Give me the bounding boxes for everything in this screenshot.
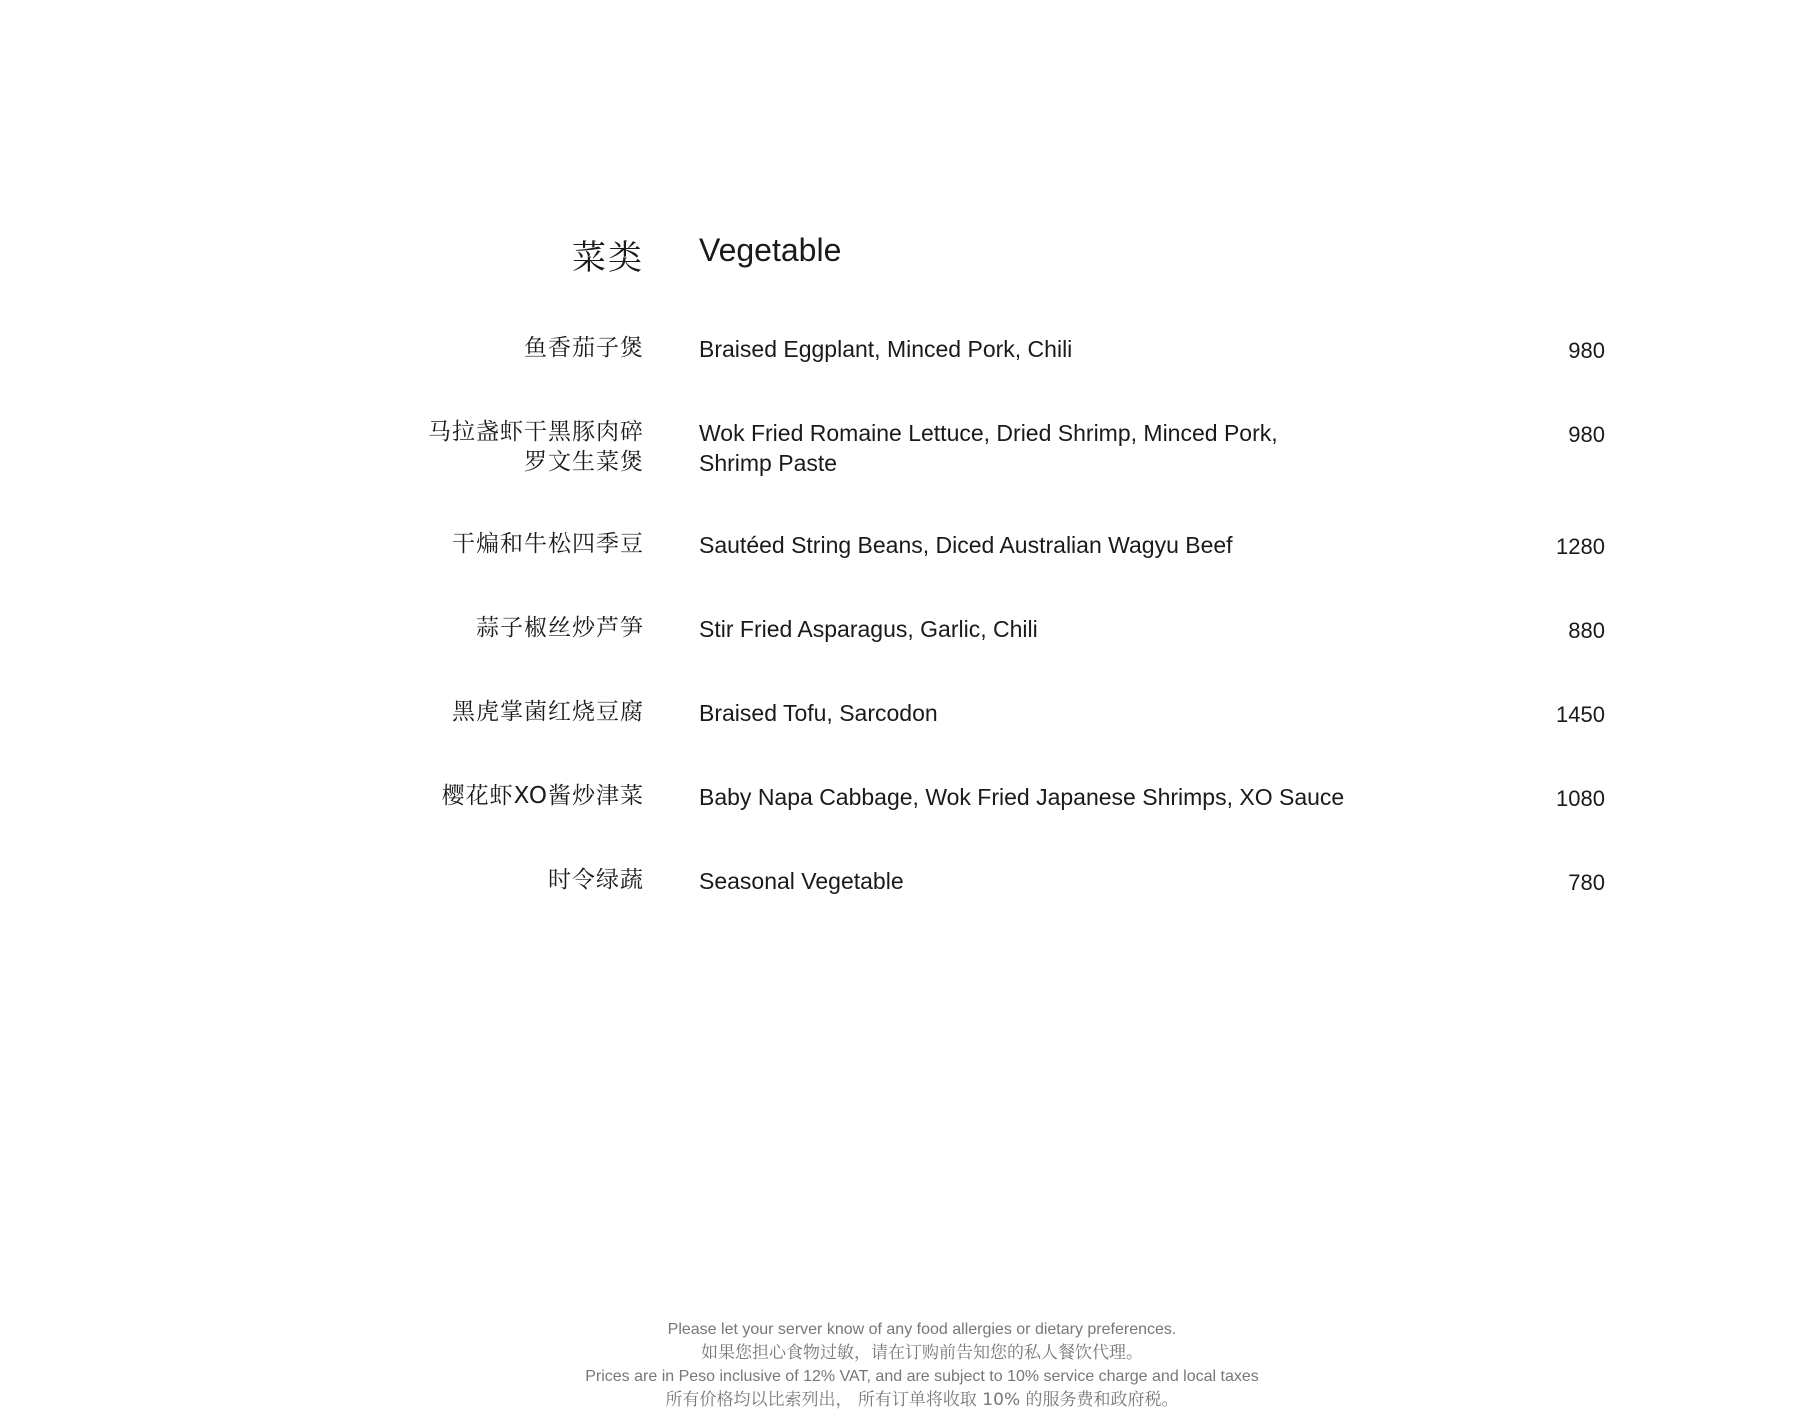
dish-name-en: Sautéed String Beans, Diced Australian Wagyu Beef [699, 532, 1233, 558]
price-notice-zh: 所有价格均以比索列出， 所有订单将收取 10% 的服务费和政府税。 [665, 1389, 1179, 1410]
dish-name-en: Braised Eggplant, Minced Pork, Chili [699, 336, 1073, 362]
dish-price: 980 [1568, 422, 1605, 447]
section-header [0, 230, 1812, 280]
dish-name-en: Baby Napa Cabbage, Wok Fried Japanese Shrimps, XO Sauce [699, 784, 1345, 810]
dish-name-zh: 黑虎掌菌红烧豆腐 [452, 699, 644, 725]
dish-name-en: Wok Fried Romaine Lettuce, Dried Shrimp, Minced Pork, Shrimp Paste [699, 420, 1278, 476]
dish-name-zh: 干煸和牛松四季豆 [452, 531, 644, 557]
dish-price: 1280 [1556, 534, 1605, 559]
allergy-notice-zh: 如果您担心食物过敏，请在订购前告知您的私人餐饮代理。 [701, 1342, 1143, 1363]
dish-name-zh: 马拉盏虾干黑豚肉碎 罗文生菜煲 [428, 419, 644, 475]
dish-name-en: Braised Tofu, Sarcodon [699, 700, 938, 726]
dish-name-zh: 蒜子椒丝炒芦笋 [476, 615, 644, 641]
dish-name-en: Stir Fried Asparagus, Garlic, Chili [699, 616, 1038, 642]
dish-price: 780 [1568, 870, 1605, 895]
dish-price: 1450 [1556, 702, 1605, 727]
dish-price: 1080 [1556, 786, 1605, 811]
dish-name-zh: 樱花虾XO酱炒津菜 [441, 783, 644, 809]
dish-price: 980 [1568, 338, 1605, 363]
dish-price: 880 [1568, 618, 1605, 643]
dish-name-en: Seasonal Vegetable [699, 868, 904, 894]
menu-footer [0, 1318, 1812, 1412]
allergy-notice-en: Please let your server know of any food allergies or dietary preferences. [667, 1321, 1177, 1338]
dish-name-zh: 时令绿蔬 [548, 867, 644, 893]
dish-name-zh: 鱼香茄子煲 [524, 335, 644, 361]
price-notice-en: Prices are in Peso inclusive of 12% VAT, and are subject to 10% service charge and local taxes [585, 1368, 1259, 1385]
section-title-zh: 菜类 [572, 238, 644, 278]
section-title-en: Vegetable [699, 232, 842, 268]
